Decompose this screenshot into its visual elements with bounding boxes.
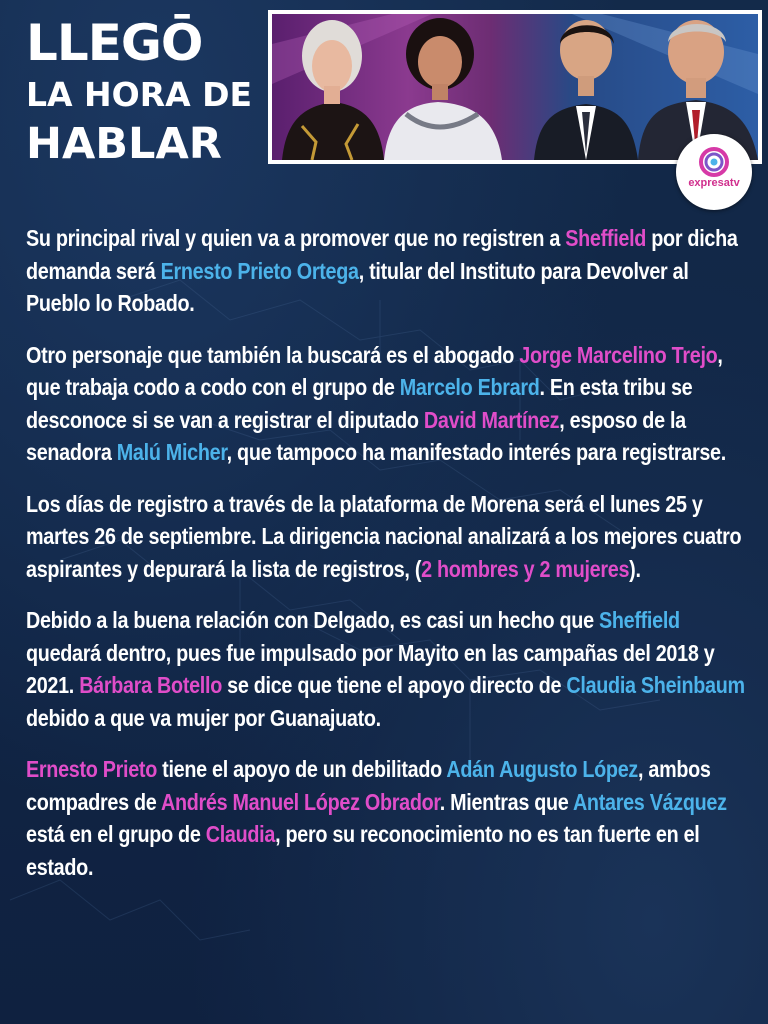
- highlighted-name: Antares Vázquez: [572, 788, 727, 815]
- paragraph-text: está en el grupo de: [26, 821, 206, 847]
- article-paragraph: [26, 222, 757, 320]
- article-body: [26, 222, 745, 902]
- highlighted-name: Ernesto Prieto: [26, 756, 157, 782]
- highlighted-name: Adán Augusto López: [446, 756, 638, 782]
- highlighted-name: Andrés Manuel López Obrador: [160, 788, 440, 815]
- paragraph-text: , esposo de la senadora: [26, 406, 686, 465]
- article-paragraph: [26, 488, 757, 586]
- paragraph-text: Debido a la buena relación con Delgado, es casi un hecho que: [26, 607, 599, 633]
- highlighted-name: Ernesto Prieto Ortega: [160, 257, 359, 284]
- highlighted-name: David Martínez: [423, 406, 560, 433]
- article-paragraph: [26, 753, 757, 883]
- header: [0, 0, 768, 200]
- paragraph-text: Otro personaje que también la buscará es el abogado: [26, 341, 520, 368]
- expresatv-logo-icon: [676, 134, 752, 210]
- paragraph-text: tiene el apoyo de un debilitado: [156, 756, 447, 782]
- highlighted-name: Claudia Sheinbaum: [566, 672, 745, 698]
- paragraph-text: quedará dentro, pues fue impulsado por Mayito en las campañas del 2018 y 2021.: [26, 639, 715, 698]
- highlighted-name: Bárbara Botello: [79, 672, 222, 698]
- article-paragraph: [26, 339, 757, 469]
- paragraph-text: . En esta tribu se desconoce si se van a registrar el diputado: [26, 374, 693, 433]
- title-line-1: LLEGŌ: [26, 14, 203, 72]
- paragraph-text: se dice que tiene el apoyo directo de: [221, 672, 567, 698]
- article-paragraph: [26, 604, 757, 734]
- paragraph-text: , pero su reconocimiento no es tan fuerte en el estado.: [26, 821, 700, 880]
- paragraph-text: Su principal rival y quien va a promover que no registren a: [26, 225, 566, 251]
- expresatv-logo: [676, 134, 752, 210]
- paragraph-text: ).: [629, 555, 641, 582]
- highlighted-name: Malú Micher: [116, 439, 227, 465]
- paragraph-text: , titular del Instituto para Devolver al Pueblo lo Robado.: [26, 257, 689, 316]
- show-title-logo: [26, 14, 254, 169]
- host-2-figure: [384, 18, 502, 160]
- paragraph-text: Los días de registro a través de la plataforma de Morena será el lunes 25 y martes 26 de septiembre. La dirigencia nacional analizará a los mejores cuatro aspirantes y depurará la lista de registros, (: [26, 490, 742, 582]
- title-line-3: HABLAR: [26, 119, 222, 169]
- host-3-figure: [534, 20, 638, 160]
- paragraph-text: debido a que va mujer por Guanajuato.: [26, 704, 381, 731]
- paragraph-text: , ambos compadres de: [26, 756, 711, 815]
- paragraph-text: , que tampoco ha manifestado interés para registrarse.: [226, 439, 726, 465]
- title-line-2: LA HORA DE: [26, 75, 253, 114]
- highlighted-name: Sheffield: [598, 607, 680, 633]
- paragraph-text: por dicha demanda será: [26, 225, 738, 284]
- highlighted-name: Claudia: [205, 821, 276, 847]
- paragraph-text: . Mientras que: [439, 788, 573, 815]
- highlighted-name: Marcelo Ebrard: [399, 374, 540, 400]
- brand-logo-text: expresatv: [688, 177, 740, 189]
- highlighted-name: Sheffield: [565, 225, 647, 251]
- paragraph-text: , que trabaja codo a codo con el grupo de: [26, 341, 723, 400]
- highlighted-name: 2 hombres y 2 mujeres: [421, 555, 630, 582]
- highlighted-name: Jorge Marcelino Trejo: [519, 341, 718, 368]
